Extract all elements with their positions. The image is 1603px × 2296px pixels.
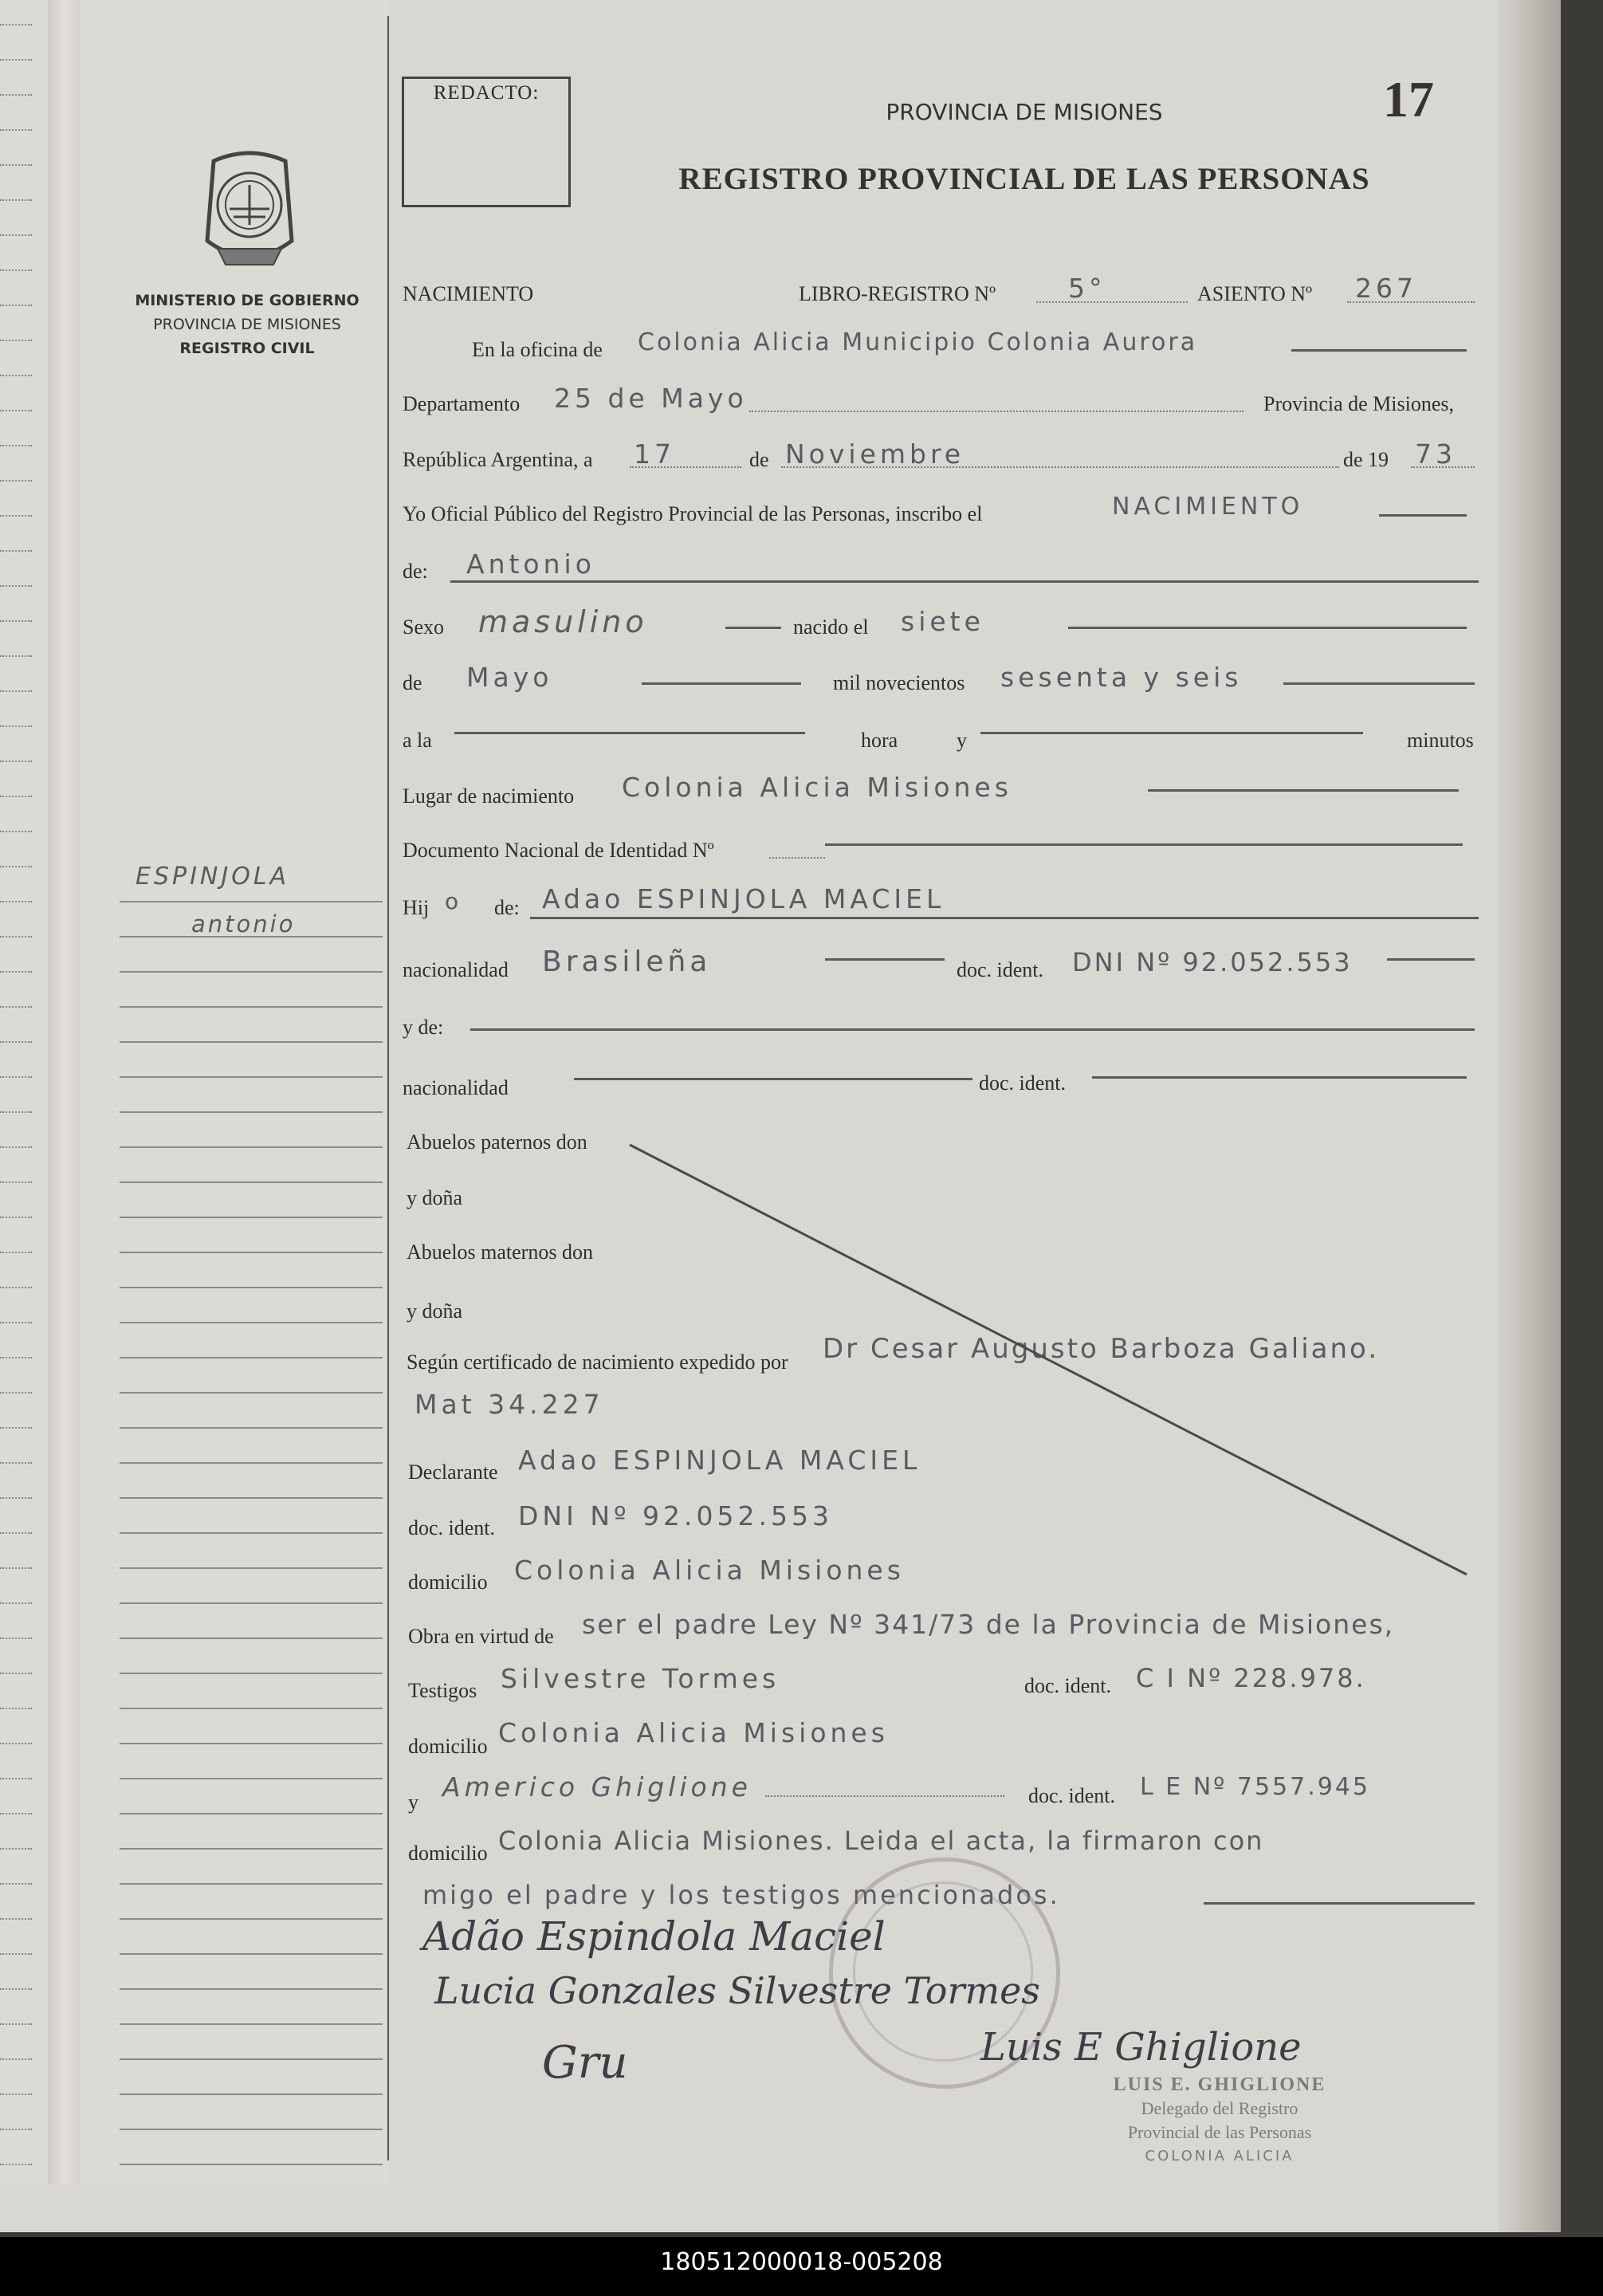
nombre-value: Antonio: [466, 548, 595, 580]
footer-id: 180512000018-005208: [660, 2248, 943, 2276]
mes-value: Noviembre: [785, 438, 965, 470]
nacionalidad-label: nacionalidad: [403, 958, 509, 981]
libro-value: 5°: [1068, 273, 1106, 304]
oficina-label: En la oficina de: [472, 338, 603, 361]
signature-delegate: Luis E Ghiglione: [980, 2025, 1302, 2070]
oficial-label: Yo Oficial Público del Registro Provincial de las Personas, inscribo el: [403, 502, 983, 525]
docident2-label: doc. ident.: [979, 1071, 1067, 1095]
ministry-line2: PROVINCIA DE MISIONES: [153, 316, 341, 333]
registry-title: REGISTRO PROVINCIAL DE LAS PERSONAS: [678, 162, 1370, 196]
mes-nac-value: Mayo: [466, 662, 553, 693]
docident3-value: DNI Nº 92.052.553: [518, 1500, 833, 1531]
docident4-value: C I Nº 228.978.: [1136, 1663, 1366, 1693]
declarante-label: Declarante: [408, 1461, 498, 1484]
testigos-label: Testigos: [408, 1679, 477, 1702]
docident3-label: doc. ident.: [408, 1516, 496, 1539]
domicilio3-value: Colonia Alicia Misiones. Leida el acta, la firmaron con: [498, 1826, 1264, 1856]
yde-label: y de:: [403, 1016, 444, 1039]
nacionalidad2-label: nacionalidad: [403, 1076, 509, 1099]
delegate-place: COLONIA ALICIA: [1145, 2148, 1295, 2164]
oficina-value: Colonia Alicia Municipio Colonia Aurora: [638, 328, 1198, 356]
margin-surname: ESPINJOLA: [136, 863, 290, 890]
y-label: y: [957, 729, 967, 752]
y-dona2-label: y doña: [407, 1299, 463, 1323]
hijo-o-value: o: [445, 888, 463, 914]
republica-label: República Argentina, a: [403, 448, 593, 471]
anio-nac-value: sesenta y seis: [1000, 662, 1243, 693]
dia-value: 17: [634, 438, 675, 470]
docident-label: doc. ident.: [957, 958, 1044, 981]
delegate-line1: Delegado del Registro: [1141, 2098, 1299, 2118]
libro-label: LIBRO-REGISTRO Nº: [799, 282, 996, 305]
departamento-value: 25 de Mayo: [554, 383, 748, 414]
mil-label: mil novecientos: [833, 671, 965, 694]
docident5-value: L E Nº 7557.945: [1140, 1773, 1370, 1801]
hijo-label: Hij: [403, 896, 430, 919]
ministry-line3: REGISTRO CIVIL: [179, 340, 315, 357]
de19-label: de 19: [1343, 448, 1389, 471]
minutos-label: minutos: [1407, 729, 1474, 752]
signature-witnesses: Lucia Gonzales Silvestre Tormes: [434, 1969, 1040, 2012]
testigo2-value: Americo Ghiglione: [442, 1771, 752, 1803]
declarante-value: Adao ESPINJOLA MACIEL: [518, 1445, 921, 1476]
docident4-label: doc. ident.: [1024, 1674, 1112, 1697]
province-title: PROVINCIA DE MISIONES: [886, 99, 1163, 125]
asiento-value: 267: [1355, 273, 1417, 304]
domicilio2-label: domicilio: [408, 1735, 488, 1758]
domicilio-label: domicilio: [408, 1571, 488, 1594]
nacido-label: nacido el: [793, 615, 869, 639]
margin-given-name: antonio: [191, 910, 296, 938]
y2-label: y: [408, 1791, 418, 1814]
padre-value: Adao ESPINJOLA MACIEL: [542, 883, 945, 914]
acto-value: NACIMIENTO: [1112, 493, 1304, 521]
hora-label: hora: [861, 729, 898, 752]
segun-value: Dr Cesar Augusto Barboza Galiano.: [823, 1333, 1380, 1365]
cierre-value: migo el padre y los testigos mencionados.: [422, 1880, 1060, 1910]
docident-value: DNI Nº 92.052.553: [1072, 947, 1353, 977]
y-dona1-label: y doña: [407, 1186, 463, 1209]
abuelos-maternos-label: Abuelos maternos don: [407, 1240, 593, 1264]
de-label: de: [749, 448, 769, 471]
sexo-value: masulino: [478, 604, 648, 639]
docident5-label: doc. ident.: [1028, 1784, 1116, 1807]
signature-official: Gru: [542, 2037, 628, 2089]
delegate-line2: Provincial de las Personas: [1127, 2122, 1312, 2142]
nacionalidad-value: Brasileña: [542, 946, 712, 978]
de-colon-label: de:: [403, 560, 428, 583]
departamento-label: Departamento: [403, 392, 521, 415]
lugar-value: Colonia Alicia Misiones: [622, 772, 1012, 803]
domicilio3-label: domicilio: [408, 1842, 488, 1865]
sexo-label: Sexo: [403, 615, 444, 639]
ministry-line1: MINISTERIO DE GOBIERNO: [135, 292, 359, 309]
domicilio2-value: Colonia Alicia Misiones: [498, 1717, 889, 1748]
obra-label: Obra en virtud de: [408, 1625, 554, 1648]
testigo1-value: Silvestre Tormes: [501, 1663, 780, 1694]
delegate-stamp: [1060, 2073, 1379, 2168]
abuelos-paternos-label: Abuelos paternos don: [407, 1130, 587, 1154]
anio-value: 73: [1415, 438, 1456, 470]
segun-label: Según certificado de nacimiento expedido por: [407, 1350, 788, 1374]
delegate-name: LUIS E. GHIGLIONE: [1113, 2074, 1326, 2095]
lugar-label: Lugar de nacimiento: [403, 784, 575, 808]
provincia-misiones-label: Provincia de Misiones,: [1263, 392, 1455, 415]
hijo-de-label: de:: [494, 896, 520, 919]
redacto-label: REDACTO:: [433, 82, 540, 104]
segun-value2: Mat 34.227: [415, 1389, 604, 1420]
dni-label: Documento Nacional de Identidad Nº: [403, 839, 714, 862]
asiento-label: ASIENTO Nº: [1197, 282, 1313, 305]
nacimiento-label: NACIMIENTO: [403, 282, 534, 305]
signature-father: Adão Espindola Maciel: [422, 1913, 886, 1960]
page-number: 17: [1383, 71, 1434, 128]
de2-label: de: [403, 671, 422, 694]
obra-value: ser el padre Ley Nº 341/73 de la Provincia de Misiones,: [582, 1609, 1395, 1640]
ala-label: a la: [403, 729, 432, 752]
nacido-value: siete: [901, 606, 984, 637]
domicilio-value: Colonia Alicia Misiones: [514, 1555, 905, 1586]
